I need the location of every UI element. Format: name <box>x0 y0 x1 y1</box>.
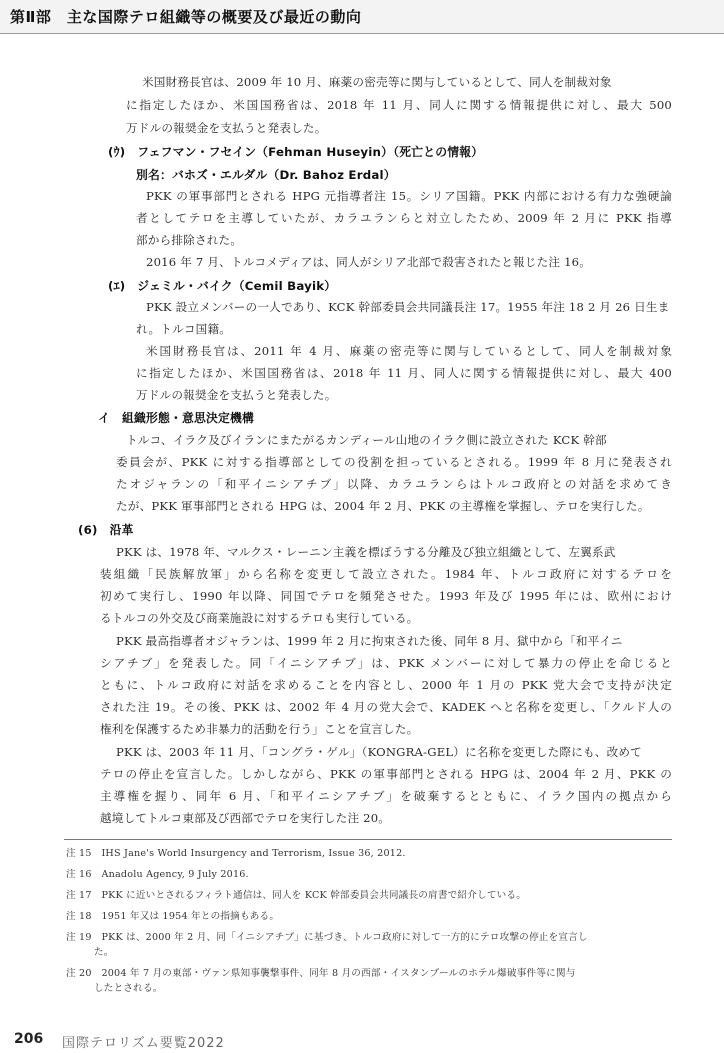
paragraph-line: された注 19。その後、PKK は、2002 年 4 月の党大会で、KADEK へと名称を変更し、「クルド人の <box>100 700 672 714</box>
section-heading: (6) 沿革 <box>78 523 134 537</box>
section-heading: (ｴ) ジェミル・バイク（Cemil Bayik） <box>108 279 337 293</box>
paragraph-line: 主導権を握り、同年 6 月、「和平イニシアチブ」を破棄するとともに、イラク国内の拠点から <box>100 789 672 803</box>
footnote: 注 15 IHS Jane's World Insurgency and Terrorism, Issue 36, 2012. <box>66 848 406 859</box>
footnote: 注 16 Anadolu Agency, 9 July 2016. <box>66 869 249 880</box>
paragraph-line: 初めて実行し、1990 年以降、同国でテロを頻発させた。1993 年及び 1995 年には、欧州におけ <box>100 589 672 603</box>
paragraph-line: 米国財務長官は、2011 年 4 月、麻薬の密売等に関与しているとして、同人を制裁対象 <box>146 344 672 358</box>
footnote: た。 <box>94 947 114 958</box>
paragraph-line: シアチブ」を発表した。同「イニシアチブ」は、PKK メンバーに対して暴力の停止を命じると <box>100 656 672 670</box>
footnote: 注 19 PKK は、2000 年 2 月、同「イニシアチブ」に基づき、トルコ政府に対して一方的にテロ攻撃の停止を宣言し <box>66 932 588 943</box>
paragraph-line: テロの停止を宣言した。しかしながら、PKK の軍事部門とされる HPG は、2004 年 2 月、PKK の <box>100 767 672 781</box>
page-header: 第Ⅱ部 主な国際テロ組織等の概要及び最近の動向 <box>0 0 724 34</box>
paragraph-line: たが、PKK 軍事部門とされる HPG は、2004 年 2 月、PKK の主導権を掌握し、テロを実行した。 <box>116 499 650 513</box>
paragraph-line: 万ドルの報奨金を支払うと発表した。 <box>126 121 327 135</box>
paragraph-line: PKK は、2003 年 11 月、「コングラ・ゲル」（KONGRA-GEL）に名称を変更した際にも、改めて <box>116 745 642 759</box>
paragraph-line: るトルコの外交及び商業施設に対するテロも実行している。 <box>100 611 419 625</box>
paragraph-line: PKK 最高指導者オジャランは、1999 年 2 月に拘束された後、同年 8 月、獄中から「和平イニ <box>116 634 623 648</box>
book-title: 国際テロリズム要覧2022 <box>62 1036 225 1051</box>
footnote-divider <box>64 839 672 840</box>
footnote: 注 20 2004 年 7 月の東部・ヴァン県知事襲撃事件、同年 8 月の西部・イスタンブールのホテル爆破事件等に関与 <box>66 968 576 979</box>
paragraph-line: れ。トルコ国籍。 <box>136 322 232 336</box>
page-number: 206 <box>14 1031 44 1047</box>
paragraph-line: 部から排除された。 <box>136 233 243 247</box>
paragraph-line: PKK は、1978 年、マルクス・レーニン主義を標ぼうする分離及び独立組織として、左翼系武 <box>116 545 616 559</box>
paragraph-line: 者としてテロを主導していたが、カラユランらと対立したため、2009 年 2 月に PKK 指導 <box>136 211 672 225</box>
section-heading: イ 組織形態・意思決定機構 <box>98 411 254 425</box>
section-heading: (ｳ) フェフマン・フセイン（Fehman Huseyin）（死亡との情報） <box>108 145 484 159</box>
paragraph-line: PKK 設立メンバーの一人であり、KCK 幹部委員会共同議長注 17。1955 年注 18 2 月 26 日生ま <box>146 300 670 314</box>
paragraph-line: 装組織「民族解放軍」から名称を変更して設立された。1984 年、トルコ政府に対するテロを <box>100 567 672 581</box>
paragraph-line: 委員会が、PKK に対する指導部としての役割を担っているとされる。1999 年 8 月に発表され <box>116 455 672 469</box>
paragraph-line: ともに、トルコ政府に対話を求めることを内容とし、2000 年 1 月の PKK 党大会で支持が決定 <box>100 678 672 692</box>
paragraph-line: 権利を保護するため非暴力的活動を行う」ことを宣言した。 <box>100 722 419 736</box>
footnote: したとされる。 <box>94 983 163 994</box>
footnote: 注 17 PKK に近いとされるフィラト通信は、同人を KCK 幹部委員会共同議長の肩書で紹介している。 <box>66 890 526 901</box>
paragraph-line: 越境してトルコ東部及び西部でテロを実行した注 20。 <box>100 811 391 825</box>
paragraph-line: トルコ、イラク及びイランにまたがるカンディール山地のイラク側に設立された KCK 幹部 <box>126 433 607 447</box>
paragraph-line: に指定したほか、米国国務省は、2018 年 11 月、同人に関する情報提供に対し、最大 400 <box>136 366 672 380</box>
section-heading: 別名：バホズ・エルダル（Dr. Bahoz Erdal） <box>136 168 396 182</box>
paragraph-line: たオジャランの「和平イニシアチブ」以降、カラユランらはトルコ政府との対話を求めてき <box>116 477 672 491</box>
paragraph-line: 米国財務長官は、2009 年 10 月、麻薬の密売等に関与しているとして、同人を制裁対象 <box>142 75 612 89</box>
paragraph-line: PKK の軍事部門とされる HPG 元指導者注 15。シリア国籍。PKK 内部における有力な強硬論 <box>146 189 672 203</box>
paragraph-line: 万ドルの報奨金を支払うと発表した。 <box>136 388 337 402</box>
paragraph-line: に指定したほか、米国国務省は、2018 年 11 月、同人に関する情報提供に対し、最大 500 <box>126 98 672 112</box>
footnote: 注 18 1951 年又は 1954 年との指摘もある。 <box>66 911 280 922</box>
paragraph-line: 2016 年 7 月、トルコメディアは、同人がシリア北部で殺害されたと報じた注 16。 <box>146 255 592 269</box>
